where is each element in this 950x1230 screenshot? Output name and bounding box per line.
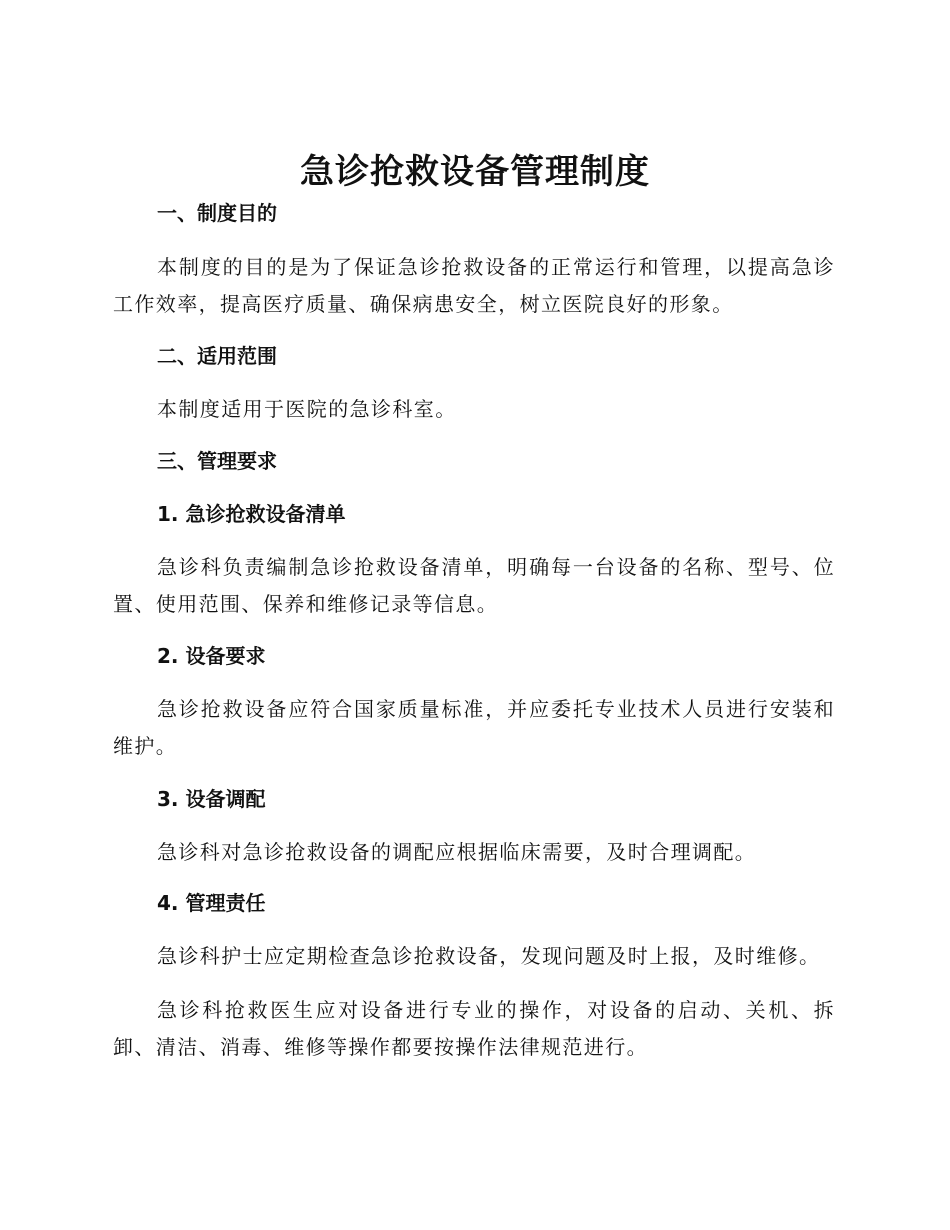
paragraph-scope: 本制度适用于医院的急诊科室。 — [157, 397, 457, 421]
paragraph-nurse-responsibility: 急诊科护士应定期检查急诊抢救设备，发现问题及时上报，及时维修。 — [157, 944, 821, 968]
paragraph-equipment-requirements: 急诊抢救设备应符合国家质量标准，并应委托专业技术人员进行安装和维护。 — [113, 697, 835, 758]
section-heading-purpose: 一、制度目的 — [157, 201, 277, 225]
paragraph-purpose: 本制度的目的是为了保证急诊抢救设备的正常运行和管理，以提高急诊工作效率，提高医疗质量、确保病患安全，树立医院良好的形象。 — [113, 255, 835, 316]
section-heading-requirements: 三、管理要求 — [157, 449, 277, 473]
subsection-heading-equipment-requirements: 2. 设备要求 — [157, 644, 266, 668]
section-heading-scope: 二、适用范围 — [157, 344, 277, 368]
paragraph-equipment-list: 急诊科负责编制急诊抢救设备清单，明确每一台设备的名称、型号、位置、使用范围、保养和维修记录等信息。 — [113, 555, 835, 616]
subsection-heading-equipment-list: 1. 急诊抢救设备清单 — [157, 502, 346, 526]
paragraph-doctor-responsibility: 急诊科抢救医生应对设备进行专业的操作，对设备的启动、关机、拆卸、清洁、消毒、维修等操作都要按操作法律规范进行。 — [113, 998, 835, 1059]
subsection-heading-equipment-allocation: 3. 设备调配 — [157, 787, 266, 811]
paragraph-equipment-allocation: 急诊科对急诊抢救设备的调配应根据临床需要，及时合理调配。 — [157, 840, 757, 864]
document-title: 急诊抢救设备管理制度 — [300, 152, 650, 192]
subsection-heading-management-responsibility: 4. 管理责任 — [157, 891, 266, 915]
